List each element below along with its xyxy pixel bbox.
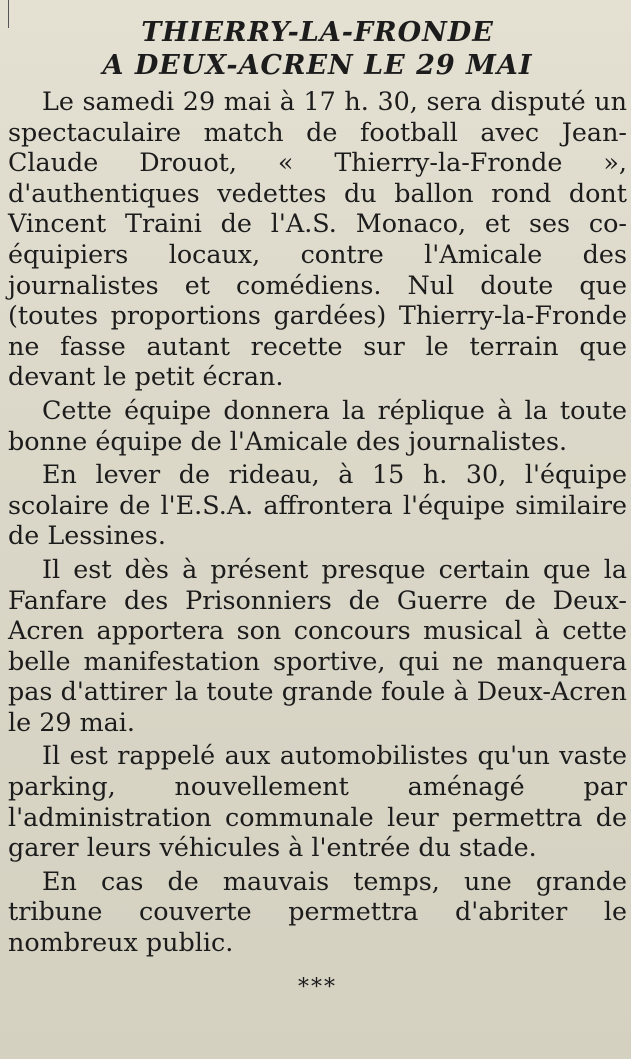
headline-line-2: A DEUX-ACREN LE 29 MAI xyxy=(102,50,533,81)
paragraph-2: Cette équipe donnera la réplique à la toute bonne équipe de l'Amicale des journalistes. xyxy=(8,394,627,456)
paragraph-3: En lever de rideau, à 15 h. 30, l'équipe scolaire de l'E.S.A. affrontera l'équipe similaire de Lessines. xyxy=(8,459,627,551)
paragraph-4: Il est dès à présent presque certain que la Fanfare des Prisonniers de Guerre de Deux-Acren apportera son concours musical à cette belle manifestation sportive, qui ne manquera pas d'attirer la toute grande foule à Deux-Acren le 29 mai. xyxy=(8,553,627,737)
end-separator: *** xyxy=(298,974,337,1000)
article-body xyxy=(8,86,627,961)
paragraph-5: Il est rappelé aux automobilistes qu'un vaste parking, nouvellement aménagé par l'administration communale leur permettra de garer leurs véhicules à l'entrée du stade. xyxy=(8,740,627,863)
headline-line-1: THIERRY-LA-FRONDE xyxy=(141,17,494,48)
article xyxy=(0,16,631,1000)
headline xyxy=(8,16,627,82)
paragraph-1: Le samedi 29 mai à 17 h. 30, sera disputé un spectaculaire match de football avec Jean-Claude Drouot, « Thierry-la-Fronde », d'authentiques vedettes du ballon rond dont Vincent Traini de l'A.S. Monaco, et ses co-équipiers locaux, contre l'Amicale des journalistes et comédiens. Nul doute que (toutes proportions gardées) Thierry-la-Fronde ne fasse autant recette sur le terrain que devant le petit écran. xyxy=(8,86,627,392)
paragraph-6: En cas de mauvais temps, une grande tribune couverte permettra d'abriter le nombreux public. xyxy=(8,865,627,958)
